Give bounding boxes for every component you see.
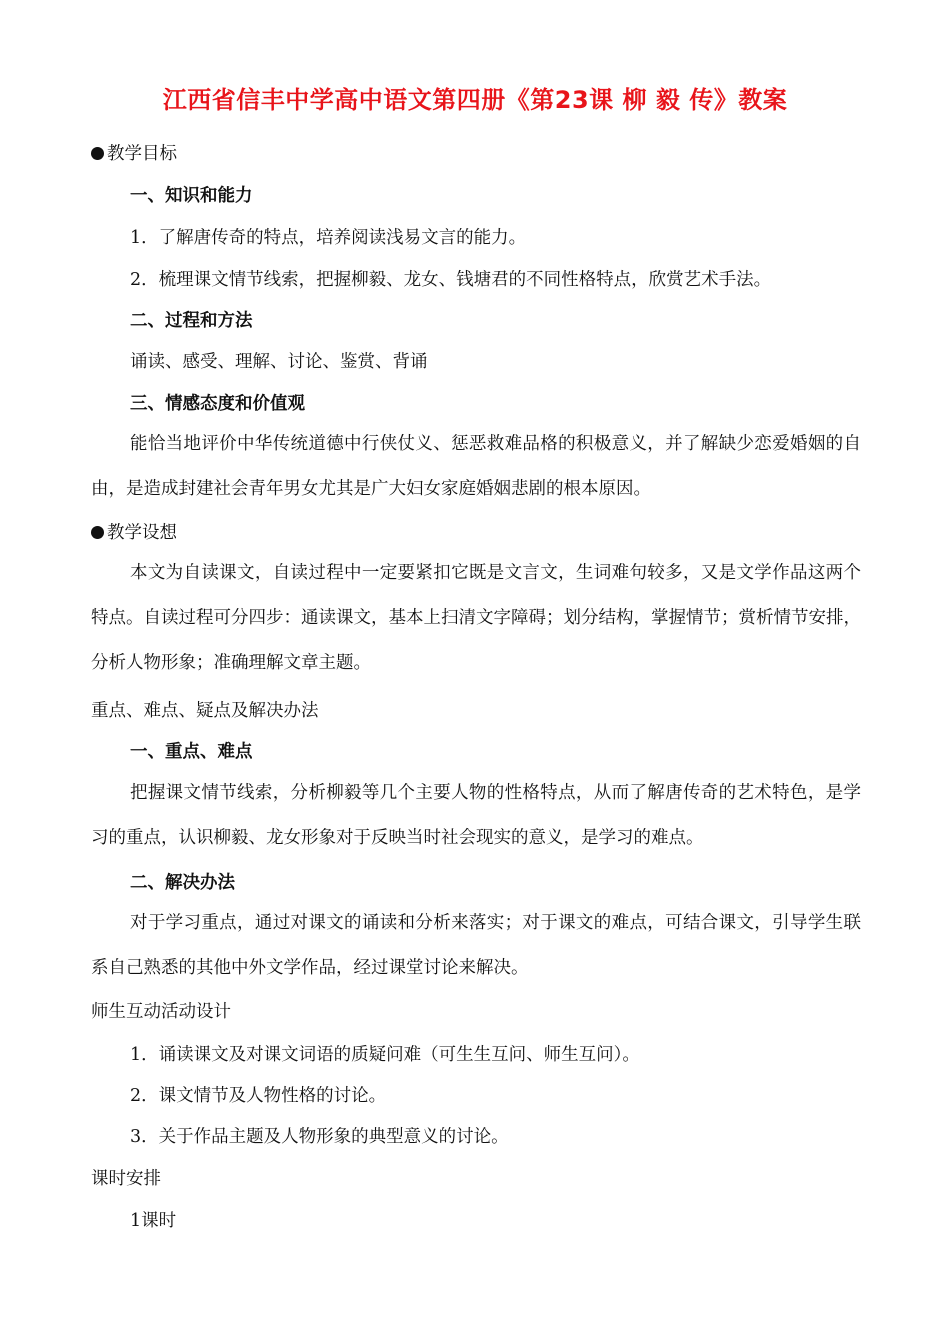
focus-paragraph: 把握课文情节线索，分析柳毅等几个主要人物的性格特点，从而了解唐传奇的艺术特色，是学习的重点，认识柳毅、龙女形象对于反映当时社会现实的意义，是学习的难点。 <box>91 783 861 848</box>
focus-heading: 一、重点、难点 <box>130 742 253 762</box>
solution-paragraph: 对于学习重点，通过对课文的诵读和分析来落实；对于课文的难点，可结合课文，引导学生联系自己熟悉的其他中外文学作品，经过课堂讨论来解决。 <box>91 913 861 978</box>
process-text: 诵读、感受、理解、讨论、鉴赏、背诵 <box>130 352 428 372</box>
idea-heading-label: 教学设想 <box>107 523 177 543</box>
goals-heading-label: 教学目标 <box>107 144 177 164</box>
knowledge-item-1: 1．了解唐传奇的特点，培养阅读浅易文言的能力。 <box>130 228 527 248</box>
activity-item-2: 2．课文情节及人物性格的讨论。 <box>130 1086 387 1106</box>
keypoints-heading: 重点、难点、疑点及解决办法 <box>91 701 319 721</box>
activity-item-1: 1．诵读课文及对课文词语的质疑问难（可生生互问、师生互问）。 <box>130 1045 640 1065</box>
document-title: 江西省信丰中学高中语文第四册《第23课 柳 毅 传》教案 <box>162 86 788 114</box>
knowledge-item-2: 2．梳理课文情节线索，把握柳毅、龙女、钱塘君的不同性格特点，欣赏艺术手法。 <box>130 270 772 290</box>
knowledge-heading: 一、知识和能力 <box>130 186 253 206</box>
bullet-dot-icon <box>91 147 104 160</box>
schedule-text: 1课时 <box>130 1211 177 1231</box>
process-heading: 二、过程和方法 <box>130 311 253 331</box>
goals-heading <box>91 142 177 166</box>
idea-heading <box>91 521 177 545</box>
emotion-heading: 三、情感态度和价值观 <box>130 394 305 414</box>
schedule-heading: 课时安排 <box>91 1169 161 1189</box>
activities-heading: 师生互动活动设计 <box>91 1002 231 1022</box>
bullet-dot-icon <box>91 526 104 539</box>
solution-heading: 二、解决办法 <box>130 873 235 893</box>
idea-paragraph: 本文为自读课文，自读过程中一定要紧扣它既是文言文，生词难句较多，又是文学作品这两个特点。自读过程可分四步：通读课文，基本上扫清文字障碍；划分结构，掌握情节；赏析情节安排，分析人物形象；准确理解文章主题。 <box>91 563 861 673</box>
activity-item-3: 3．关于作品主题及人物形象的典型意义的讨论。 <box>130 1127 509 1147</box>
emotion-paragraph: 能恰当地评价中华传统道德中行侠仗义、惩恶救难品格的积极意义，并了解缺少恋爱婚姻的自由，是造成封建社会青年男女尤其是广大妇女家庭婚姻悲剧的根本原因。 <box>91 434 861 499</box>
